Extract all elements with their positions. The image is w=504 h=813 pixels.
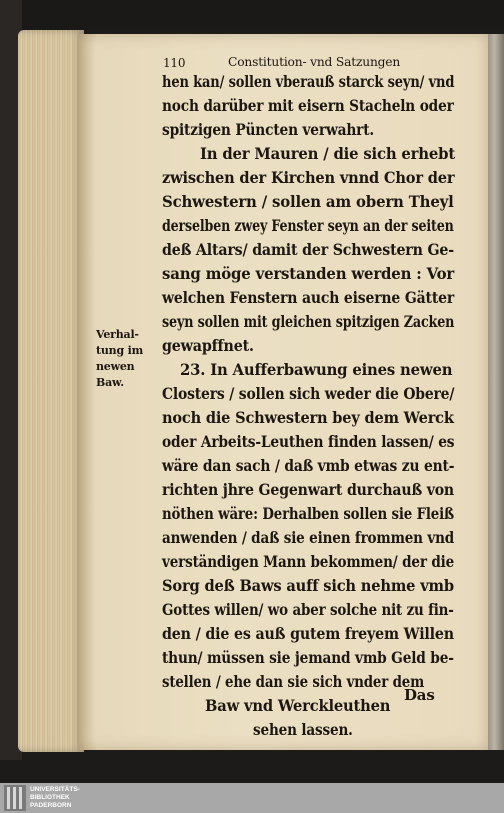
running-head: Constitution- vnd Satzungen xyxy=(228,55,401,69)
library-footer-bar xyxy=(0,783,504,813)
library-name-line-3: PADERBORN xyxy=(30,802,72,809)
body-line: sehen lassen. xyxy=(253,720,353,739)
body-line: Closters / sollen sich weder die Obere/ xyxy=(162,384,455,403)
body-line: verständigen Mann bekommen/ der die xyxy=(162,552,455,571)
body-line: seyn sollen mit gleichen spitzigen Zacken xyxy=(162,312,455,331)
margin-note-line: Baw. xyxy=(96,376,124,389)
body-line: den / die es auß gutem freyem Willen xyxy=(162,624,454,643)
body-line: In der Mauren / die sich erhebt xyxy=(200,144,456,163)
body-line: noch die Schwestern bey dem Werck xyxy=(162,408,454,427)
body-line: Baw vnd Werckleuthen xyxy=(205,696,391,715)
margin-note-line: tung im xyxy=(96,344,144,357)
body-line: anwenden / daß sie einen frommen vnd xyxy=(162,528,455,547)
margin-note-line: Verhal- xyxy=(96,328,139,341)
body-line: Sorg deß Baws auff sich nehme vmb xyxy=(162,576,454,595)
body-line: sang möge verstanden werden : Vor xyxy=(162,264,455,283)
body-line: thun/ müssen sie jemand vmb Geld be- xyxy=(162,648,454,667)
body-line: 23. In Aufferbawung eines newen xyxy=(180,360,453,379)
background-top xyxy=(0,0,504,30)
body-line: gewapffnet. xyxy=(162,336,254,355)
margin-note-line: newen xyxy=(96,360,135,373)
body-line: derselben zwey Fenster seyn an der seiten xyxy=(162,216,454,235)
body-line: zwischen der Kirchen vnnd Chor der xyxy=(162,168,455,187)
body-line: Gottes willen/ wo aber solche nit zu fin- xyxy=(162,600,454,619)
body-line: welchen Fenstern auch eiserne Gätter xyxy=(162,288,455,307)
body-line: wäre dan sach / daß vmb etwas zu ent- xyxy=(162,456,455,475)
body-line: Schwestern / sollen am obern Theyl xyxy=(162,192,454,211)
library-name-line-2: BIBLIOTHEK xyxy=(30,794,70,801)
library-name-line-1: UNIVERSITÄTS- xyxy=(30,786,80,793)
catchword: Das xyxy=(404,686,435,704)
body-line: hen kan/ sollen vberauß starck seyn/ vnd xyxy=(162,72,455,91)
book-page-edges xyxy=(18,30,84,752)
body-line: nöthen wäre: Derhalben sollen sie Fleiß xyxy=(162,504,454,523)
body-line: noch darüber mit eisern Stacheln oder xyxy=(162,96,454,115)
body-line: richten jhre Gegenwart durchauß von xyxy=(162,480,455,499)
body-line: oder Arbeits-Leuthen finden lassen/ es xyxy=(162,432,455,451)
page-number: 110 xyxy=(163,56,186,70)
body-line: stellen / ehe dan sie sich vnder dem xyxy=(162,672,425,691)
body-line: deß Altars/ damit der Schwestern Ge- xyxy=(162,240,454,259)
facing-page-edge xyxy=(488,34,504,750)
body-line: spitzigen Püncten verwahrt. xyxy=(162,120,374,139)
library-logo-icon xyxy=(4,785,26,811)
